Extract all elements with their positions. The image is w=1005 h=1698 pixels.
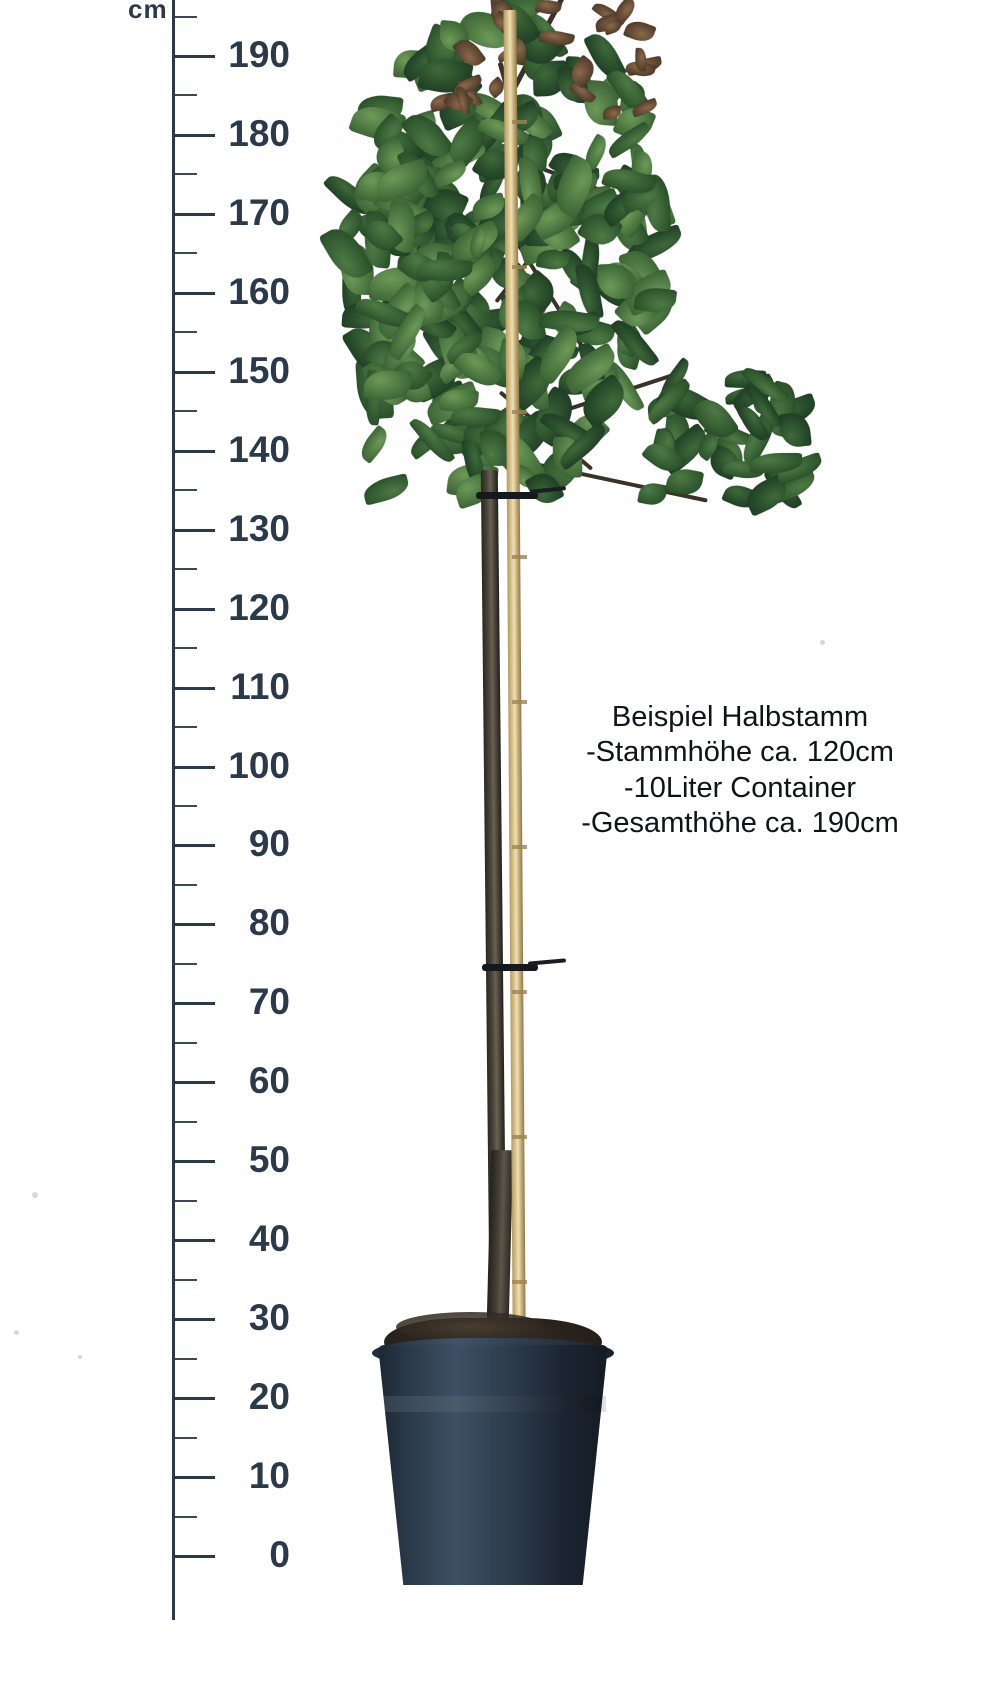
ruler-tick-minor: [175, 647, 197, 649]
leaf: [361, 473, 411, 506]
ruler-tick-major: [175, 213, 215, 216]
ruler-tick-minor: [175, 1200, 197, 1202]
ruler-tick-major: [175, 844, 215, 847]
ruler-label-150: 150: [228, 349, 290, 391]
ruler-tick-major: [175, 134, 215, 137]
ruler-label-140: 140: [228, 428, 290, 470]
leaf-new-growth: [623, 17, 657, 45]
dust-speck: [32, 1192, 38, 1198]
ruler-tick-major: [175, 1002, 215, 1005]
ruler-label-0: 0: [269, 1534, 290, 1575]
ruler-tick-minor: [175, 1358, 197, 1360]
ruler-tick-minor: [175, 1516, 197, 1518]
ruler-tick-minor: [175, 1437, 197, 1439]
ruler-label-170: 170: [228, 191, 290, 233]
caption-block: [530, 700, 950, 842]
ruler-spine: [172, 0, 175, 1620]
ruler-label-180: 180: [228, 112, 290, 154]
ruler-tick-minor: [175, 489, 197, 491]
caption-line-3: -10Liter Container: [623, 771, 857, 804]
ruler-tick-minor: [175, 963, 197, 965]
ruler-tick-major: [175, 1318, 215, 1321]
ruler-tick-minor: [175, 94, 197, 96]
ruler-tick-major: [175, 766, 215, 769]
ruler-tick-minor: [175, 568, 197, 570]
bamboo-node: [512, 555, 527, 559]
ruler-label-120: 120: [228, 586, 290, 628]
ruler-tick-major: [175, 1081, 215, 1084]
caption-line-2: -Stammhöhe ca. 120cm: [586, 736, 894, 769]
plant-tie-lower-tail: [528, 958, 566, 965]
ruler-label-40: 40: [248, 1218, 290, 1260]
bamboo-node: [512, 845, 527, 849]
ruler-tick-minor: [175, 1042, 197, 1044]
ruler-label-60: 60: [248, 1060, 290, 1102]
ruler-label-130: 130: [228, 507, 290, 549]
bamboo-node: [512, 410, 527, 414]
ruler-tick-minor: [175, 805, 197, 807]
plant-tie-upper: [476, 492, 538, 499]
ruler-tick-major: [175, 292, 215, 295]
ruler-tick-minor: [175, 331, 197, 333]
bamboo-node: [512, 120, 527, 124]
leaf: [355, 424, 392, 464]
ruler-unit-label: cm: [128, 0, 168, 24]
ruler-label-80: 80: [248, 902, 290, 944]
plant-photo: [300, 0, 1005, 1698]
measuring-ruler: [120, 0, 300, 1698]
caption-line-4: -Gesamthöhe ca. 190cm: [581, 807, 899, 840]
ruler-tick-minor: [175, 252, 197, 254]
ruler-tick-major: [175, 687, 215, 690]
ruler-label-20: 20: [248, 1376, 290, 1418]
ruler-tick-minor: [175, 410, 197, 412]
ruler-label-50: 50: [248, 1139, 290, 1181]
ruler-label-10: 10: [248, 1455, 290, 1497]
plant-pot: [378, 1345, 608, 1585]
ruler-label-30: 30: [248, 1297, 290, 1339]
ruler-tick-minor: [175, 173, 197, 175]
ruler-tick-major: [175, 450, 215, 453]
ruler-tick-minor: [175, 16, 197, 18]
dust-speck: [78, 1355, 82, 1359]
ruler-label-160: 160: [228, 270, 290, 312]
bamboo-node: [512, 700, 527, 704]
dust-speck: [820, 640, 825, 645]
ruler-label-190: 190: [228, 34, 290, 75]
ruler-tick-major: [175, 55, 215, 58]
ruler-tick-major: [175, 1476, 215, 1479]
ruler-tick-minor: [175, 726, 197, 728]
caption-line-1: Beispiel Halbstamm: [611, 701, 869, 733]
bamboo-node: [512, 990, 527, 994]
ruler-tick-major: [175, 608, 215, 611]
ruler-tick-major: [175, 1555, 215, 1558]
ruler-tick-major: [175, 1239, 215, 1242]
ruler-tick-major: [175, 1397, 215, 1400]
pot-band: [380, 1396, 606, 1412]
bamboo-node: [512, 265, 527, 269]
ruler-tick-major: [175, 371, 215, 374]
ruler-tick-major: [175, 529, 215, 532]
ruler-tick-major: [175, 923, 215, 926]
ruler-tick-minor: [175, 884, 197, 886]
ruler-tick-major: [175, 1160, 215, 1163]
ruler-label-90: 90: [248, 823, 290, 865]
ruler-label-70: 70: [248, 981, 290, 1023]
ruler-label-100: 100: [228, 744, 290, 786]
dust-speck: [14, 1330, 19, 1335]
ruler-tick-minor: [175, 1279, 197, 1281]
ruler-label-110: 110: [230, 665, 290, 707]
bamboo-node: [512, 1280, 527, 1284]
ruler-tick-minor: [175, 1121, 197, 1123]
bamboo-node: [512, 1135, 527, 1139]
